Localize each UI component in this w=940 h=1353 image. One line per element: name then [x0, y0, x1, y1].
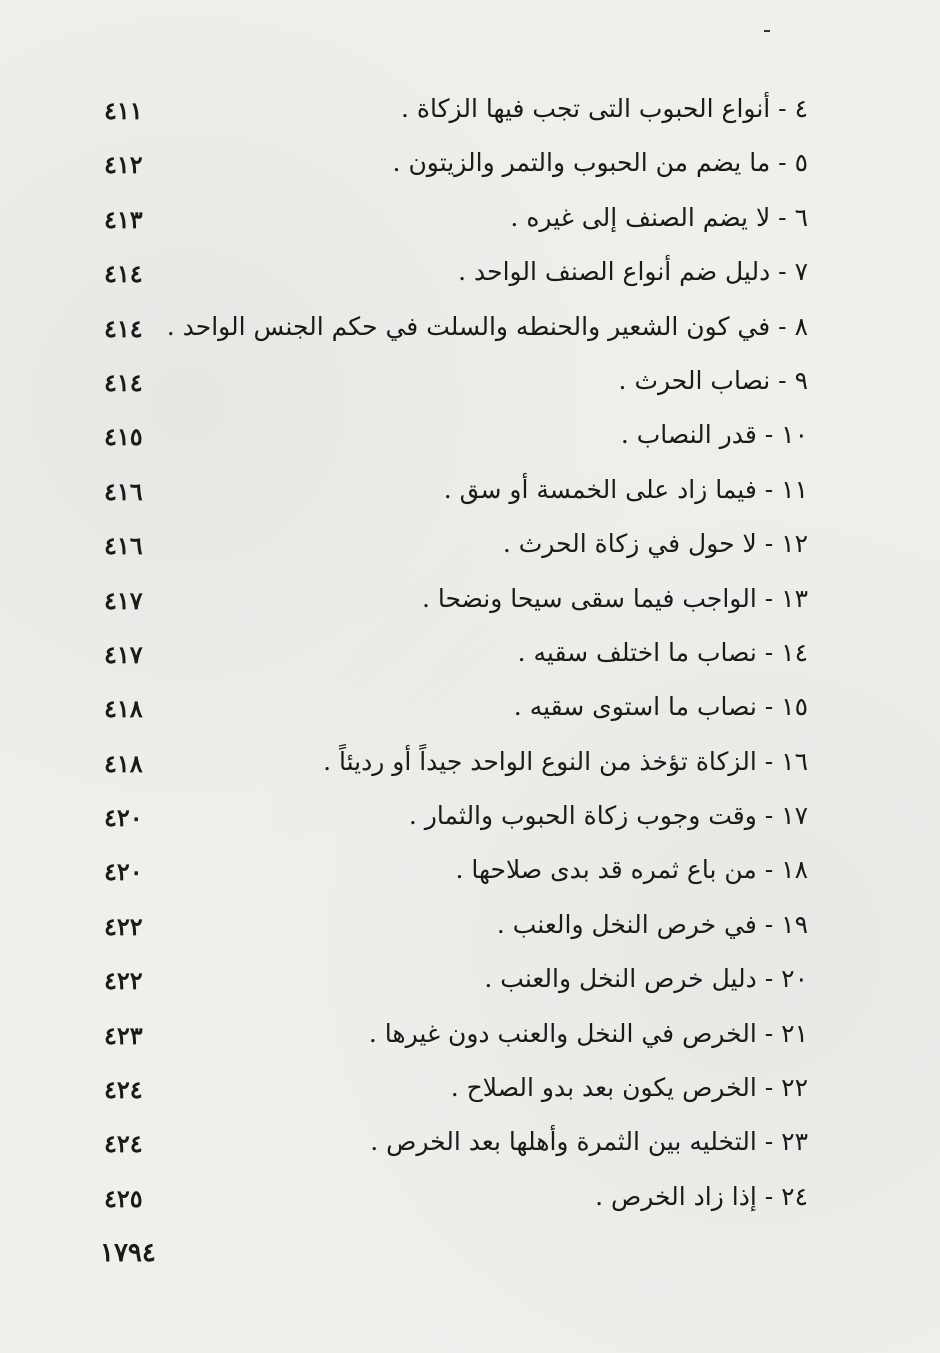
- toc-page-number: ٤١٦: [104, 531, 143, 561]
- toc-page-number: ٤١٨: [104, 694, 143, 724]
- ink-speck: [764, 30, 770, 32]
- toc-row: [0, 250, 940, 304]
- toc-page-number: ٤١٧: [104, 585, 143, 615]
- toc-entry-text: وقت وجوب زكاة الحبوب والثمار .: [408, 801, 757, 831]
- toc-entry-text: التخليه بين الثمرة وأهلها بعد الخرص .: [370, 1127, 757, 1157]
- toc-row: [0, 577, 940, 631]
- toc-entry-title: ٦ - لا يضم الصنف إلى غيره .: [510, 202, 808, 232]
- toc-entry-number: ١١: [781, 474, 808, 504]
- toc-entry-number: ٩: [794, 365, 808, 395]
- toc-entry-title: ١٩ - في خرص النخل والعنب .: [496, 909, 808, 939]
- toc-page-number: ٤١٣: [104, 204, 143, 234]
- toc-entry-number: ١٩: [781, 909, 808, 939]
- toc-entry-text: الخرص يكون بعد بدو الصلاح .: [450, 1073, 757, 1103]
- toc-entry-number: ١٧: [781, 801, 808, 831]
- toc-entry-text: في خرص النخل والعنب .: [496, 909, 757, 939]
- toc-row: [0, 1066, 940, 1120]
- toc-row: [0, 522, 940, 576]
- toc-entry-title: ١٨ - من باع ثمره قد بدى صلاحها .: [455, 855, 808, 885]
- toc-entry-number: ٥: [794, 148, 808, 178]
- toc-entry-title: ٢٤ - إذا زاد الخرص .: [595, 1181, 808, 1211]
- toc-entry-title: ١٧ - وقت وجوب زكاة الحبوب والثمار .: [408, 801, 808, 831]
- toc-entry-text: لا يضم الصنف إلى غيره .: [510, 202, 771, 232]
- toc-row: [0, 1120, 940, 1174]
- toc-page-number: ٤١٤: [104, 259, 143, 289]
- toc-row: [0, 359, 940, 413]
- toc-entry-number: ١٠: [781, 420, 808, 450]
- toc-entry-number: ١٣: [781, 583, 808, 613]
- toc-row: [0, 903, 940, 957]
- toc-page-number: ٤١٢: [104, 150, 143, 180]
- toc-row: [0, 1012, 940, 1066]
- toc-entry-title: ٢٣ - التخليه بين الثمرة وأهلها بعد الخرص .: [370, 1127, 808, 1157]
- toc-entry-number: ٨: [794, 311, 808, 341]
- toc-entry-text: الواجب فيما سقى سيحا ونضحا .: [421, 583, 757, 613]
- toc-entry-number: ٢٢: [781, 1073, 808, 1103]
- toc-entry-number: ٢١: [781, 1018, 808, 1048]
- toc-entry-text: نصاب ما استوى سقيه .: [513, 692, 757, 722]
- toc-entry-text: نصاب الحرث .: [618, 365, 771, 395]
- toc-entry-text: من باع ثمره قد بدى صلاحها .: [455, 855, 757, 885]
- toc-entry-text: الخرص في النخل والعنب دون غيرها .: [368, 1018, 757, 1048]
- toc-entry-title: ١١ - فيما زاد على الخمسة أو سق .: [443, 474, 808, 504]
- toc-row: [0, 957, 940, 1011]
- toc-entry-number: ٢٤: [781, 1181, 808, 1211]
- toc-row: [0, 87, 940, 141]
- toc-page-number: ٤١٤: [104, 313, 143, 343]
- toc-entry-number: ٢٠: [781, 964, 808, 994]
- toc-entry-title: ٤ - أنواع الحبوب التى تجب فيها الزكاة .: [401, 94, 808, 123]
- toc-row: [0, 1175, 940, 1229]
- toc-row: [0, 413, 940, 467]
- toc-entry-text: لا حول في زكاة الحرث .: [502, 529, 757, 559]
- toc-entry-number: ١٥: [781, 692, 808, 722]
- toc-row: [0, 141, 940, 195]
- toc-entry-title: ٥ - ما يضم من الحبوب والتمر والزيتون .: [392, 148, 808, 178]
- toc-page-number: ٤٢٢: [104, 911, 143, 941]
- toc-entry-title: ١٥ - نصاب ما استوى سقيه .: [513, 692, 808, 722]
- toc-entry-number: ١٦: [781, 746, 808, 776]
- toc-entry-title: ٢٢ - الخرص يكون بعد بدو الصلاح .: [450, 1073, 808, 1103]
- toc-page-number: ٤١٤: [104, 367, 143, 397]
- toc-entry-text: فيما زاد على الخمسة أو سق .: [443, 474, 757, 504]
- toc-entry-title: ١٣ - الواجب فيما سقى سيحا ونضحا .: [421, 583, 808, 613]
- toc-entry-title: ٢١ - الخرص في النخل والعنب دون غيرها .: [368, 1018, 808, 1048]
- toc-entry-title: ٧ - دليل ضم أنواع الصنف الواحد .: [458, 257, 808, 287]
- toc-page-number: ٤٢٠: [104, 857, 143, 887]
- toc-page-number: ٤٢٥: [104, 1183, 143, 1213]
- toc-row: [0, 848, 940, 902]
- toc-entry-title: ٨ - في كون الشعير والحنطه والسلت في حكم الجنس الواحد .: [166, 311, 808, 341]
- toc-row: [0, 468, 940, 522]
- toc-page-number: ٤١٨: [104, 748, 143, 778]
- toc-entry-number: ٦: [794, 202, 808, 232]
- toc-entry-title: ٢٠ - دليل خرص النخل والعنب .: [484, 964, 808, 994]
- toc-entry-number: ١٨: [781, 855, 808, 885]
- toc-page-number: ٤١١: [104, 96, 143, 125]
- toc-entry-title: ١٤ - نصاب ما اختلف سقيه .: [517, 637, 808, 667]
- toc-entry-title: ١٦ - الزكاة تؤخذ من النوع الواحد جيداً أو رديئاً .: [323, 746, 808, 776]
- toc-page-number: ٤١٥: [104, 422, 143, 452]
- footer-page-number: ١٧٩٤: [100, 1238, 156, 1268]
- toc-row: [0, 305, 940, 359]
- toc-entry-text: أنواع الحبوب التى تجب فيها الزكاة .: [401, 94, 771, 123]
- toc-entry-text: ما يضم من الحبوب والتمر والزيتون .: [392, 148, 771, 178]
- toc-entry-number: ٢٣: [781, 1127, 808, 1157]
- toc-entry-text: في كون الشعير والحنطه والسلت في حكم الجنس الواحد .: [166, 311, 771, 341]
- toc-entry-text: الزكاة تؤخذ من النوع الواحد جيداً أو رديئاً .: [323, 746, 757, 776]
- toc-page-number: ٤١٧: [104, 639, 143, 669]
- toc-row: [0, 685, 940, 739]
- toc-row: [0, 196, 940, 250]
- toc-entry-number: ٤: [794, 94, 808, 123]
- table-of-contents: [0, 87, 940, 1229]
- toc-page-number: ٤١٦: [104, 476, 143, 506]
- toc-entry-text: دليل خرص النخل والعنب .: [484, 964, 757, 994]
- toc-row: [0, 794, 940, 848]
- toc-entry-text: نصاب ما اختلف سقيه .: [517, 637, 757, 667]
- toc-page-number: ٤٢٤: [104, 1129, 143, 1159]
- toc-entry-title: ١٠ - قدر النصاب .: [620, 420, 808, 450]
- toc-entry-title: ١٢ - لا حول في زكاة الحرث .: [502, 529, 808, 559]
- toc-entry-number: ١٤: [781, 637, 808, 667]
- toc-page-number: ٤٢٠: [104, 803, 143, 833]
- toc-row: [0, 740, 940, 794]
- toc-entry-text: دليل ضم أنواع الصنف الواحد .: [458, 257, 771, 287]
- toc-page-number: ٤٢٣: [104, 1020, 143, 1050]
- toc-row: [0, 631, 940, 685]
- toc-entry-text: قدر النصاب .: [620, 420, 757, 450]
- toc-entry-text: إذا زاد الخرص .: [595, 1181, 757, 1211]
- toc-page-number: ٤٢٢: [104, 966, 143, 996]
- toc-entry-number: ٧: [794, 257, 808, 287]
- toc-entry-title: ٩ - نصاب الحرث .: [618, 365, 808, 395]
- toc-page-number: ٤٢٤: [104, 1075, 143, 1105]
- toc-entry-number: ١٢: [781, 529, 808, 559]
